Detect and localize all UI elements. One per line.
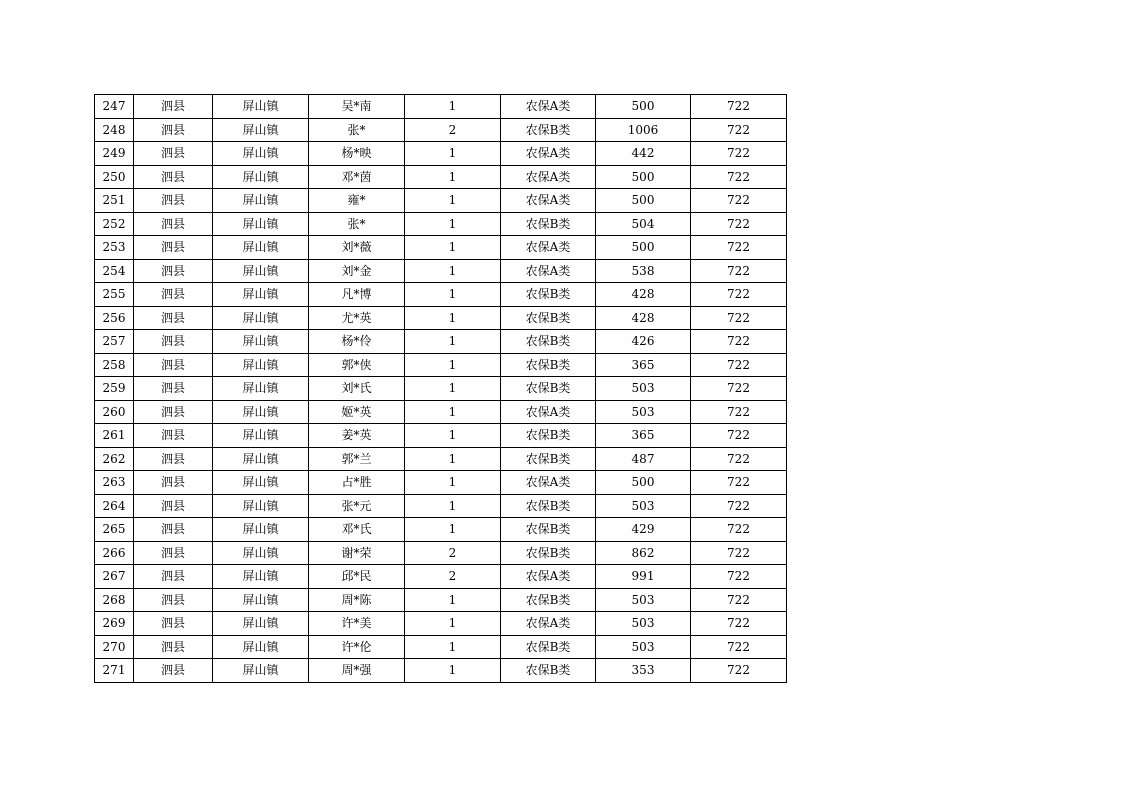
row-number-cell: 267 <box>95 565 134 589</box>
row-number-cell: 255 <box>95 283 134 307</box>
county-cell: 泗县 <box>134 635 213 659</box>
insurance-type-cell: 农保A类 <box>501 189 596 213</box>
name-cell: 谢*荣 <box>309 541 405 565</box>
row-number-cell: 268 <box>95 588 134 612</box>
household-size-cell: 1 <box>405 494 501 518</box>
name-cell: 郭*侠 <box>309 353 405 377</box>
town-cell: 屏山镇 <box>213 330 309 354</box>
amount-cell: 503 <box>596 635 691 659</box>
row-number-cell: 260 <box>95 400 134 424</box>
standard-cell: 722 <box>691 353 787 377</box>
insurance-type-cell: 农保A类 <box>501 400 596 424</box>
name-cell: 姬*英 <box>309 400 405 424</box>
county-cell: 泗县 <box>134 377 213 401</box>
standard-cell: 722 <box>691 212 787 236</box>
county-cell: 泗县 <box>134 588 213 612</box>
town-cell: 屏山镇 <box>213 659 309 683</box>
row-number-cell: 249 <box>95 142 134 166</box>
name-cell: 邓*茵 <box>309 165 405 189</box>
county-cell: 泗县 <box>134 189 213 213</box>
county-cell: 泗县 <box>134 471 213 495</box>
amount-cell: 538 <box>596 259 691 283</box>
amount-cell: 365 <box>596 424 691 448</box>
standard-cell: 722 <box>691 165 787 189</box>
county-cell: 泗县 <box>134 424 213 448</box>
town-cell: 屏山镇 <box>213 189 309 213</box>
insurance-type-cell: 农保A类 <box>501 95 596 119</box>
row-number-cell: 258 <box>95 353 134 377</box>
amount-cell: 503 <box>596 494 691 518</box>
county-cell: 泗县 <box>134 541 213 565</box>
insurance-type-cell: 农保B类 <box>501 518 596 542</box>
standard-cell: 722 <box>691 447 787 471</box>
table-row <box>95 189 787 213</box>
county-cell: 泗县 <box>134 494 213 518</box>
amount-cell: 429 <box>596 518 691 542</box>
town-cell: 屏山镇 <box>213 236 309 260</box>
county-cell: 泗县 <box>134 330 213 354</box>
insurance-type-cell: 农保B类 <box>501 659 596 683</box>
town-cell: 屏山镇 <box>213 541 309 565</box>
standard-cell: 722 <box>691 95 787 119</box>
county-cell: 泗县 <box>134 400 213 424</box>
household-size-cell: 1 <box>405 588 501 612</box>
table-row <box>95 353 787 377</box>
amount-cell: 503 <box>596 377 691 401</box>
county-cell: 泗县 <box>134 283 213 307</box>
household-size-cell: 2 <box>405 118 501 142</box>
amount-cell: 500 <box>596 189 691 213</box>
row-number-cell: 261 <box>95 424 134 448</box>
household-size-cell: 1 <box>405 400 501 424</box>
household-size-cell: 1 <box>405 212 501 236</box>
amount-cell: 442 <box>596 142 691 166</box>
table-row <box>95 306 787 330</box>
town-cell: 屏山镇 <box>213 565 309 589</box>
amount-cell: 1006 <box>596 118 691 142</box>
standard-cell: 722 <box>691 236 787 260</box>
name-cell: 尤*英 <box>309 306 405 330</box>
table-row <box>95 659 787 683</box>
county-cell: 泗县 <box>134 142 213 166</box>
insurance-type-cell: 农保A类 <box>501 236 596 260</box>
standard-cell: 722 <box>691 471 787 495</box>
name-cell: 刘*氏 <box>309 377 405 401</box>
standard-cell: 722 <box>691 612 787 636</box>
row-number-cell: 247 <box>95 95 134 119</box>
standard-cell: 722 <box>691 283 787 307</box>
amount-cell: 353 <box>596 659 691 683</box>
household-size-cell: 1 <box>405 635 501 659</box>
town-cell: 屏山镇 <box>213 612 309 636</box>
row-number-cell: 266 <box>95 541 134 565</box>
table-row <box>95 541 787 565</box>
household-size-cell: 1 <box>405 259 501 283</box>
town-cell: 屏山镇 <box>213 259 309 283</box>
town-cell: 屏山镇 <box>213 471 309 495</box>
household-size-cell: 2 <box>405 541 501 565</box>
table-row <box>95 424 787 448</box>
town-cell: 屏山镇 <box>213 306 309 330</box>
town-cell: 屏山镇 <box>213 494 309 518</box>
household-size-cell: 1 <box>405 165 501 189</box>
insurance-type-cell: 农保B类 <box>501 330 596 354</box>
standard-cell: 722 <box>691 330 787 354</box>
insurance-type-cell: 农保B类 <box>501 588 596 612</box>
household-size-cell: 1 <box>405 142 501 166</box>
name-cell: 杨*映 <box>309 142 405 166</box>
county-cell: 泗县 <box>134 612 213 636</box>
row-number-cell: 264 <box>95 494 134 518</box>
name-cell: 杨*伶 <box>309 330 405 354</box>
row-number-cell: 259 <box>95 377 134 401</box>
household-size-cell: 1 <box>405 518 501 542</box>
standard-cell: 722 <box>691 659 787 683</box>
amount-cell: 504 <box>596 212 691 236</box>
name-cell: 吴*南 <box>309 95 405 119</box>
standard-cell: 722 <box>691 377 787 401</box>
amount-cell: 428 <box>596 306 691 330</box>
table-row <box>95 518 787 542</box>
table-body <box>95 95 787 683</box>
town-cell: 屏山镇 <box>213 635 309 659</box>
insurance-type-cell: 农保A类 <box>501 612 596 636</box>
name-cell: 张*元 <box>309 494 405 518</box>
row-number-cell: 253 <box>95 236 134 260</box>
standard-cell: 722 <box>691 565 787 589</box>
name-cell: 凡*博 <box>309 283 405 307</box>
household-size-cell: 1 <box>405 283 501 307</box>
household-size-cell: 1 <box>405 330 501 354</box>
town-cell: 屏山镇 <box>213 283 309 307</box>
town-cell: 屏山镇 <box>213 377 309 401</box>
table-row <box>95 330 787 354</box>
town-cell: 屏山镇 <box>213 518 309 542</box>
table-row <box>95 283 787 307</box>
row-number-cell: 248 <box>95 118 134 142</box>
name-cell: 刘*金 <box>309 259 405 283</box>
county-cell: 泗县 <box>134 306 213 330</box>
table-row <box>95 377 787 401</box>
amount-cell: 991 <box>596 565 691 589</box>
name-cell: 张* <box>309 118 405 142</box>
amount-cell: 862 <box>596 541 691 565</box>
name-cell: 郭*兰 <box>309 447 405 471</box>
row-number-cell: 269 <box>95 612 134 636</box>
table-row <box>95 259 787 283</box>
insurance-type-cell: 农保B类 <box>501 635 596 659</box>
insurance-type-cell: 农保A类 <box>501 165 596 189</box>
insurance-type-cell: 农保B类 <box>501 212 596 236</box>
table-row <box>95 635 787 659</box>
table-row <box>95 494 787 518</box>
table-row <box>95 142 787 166</box>
town-cell: 屏山镇 <box>213 142 309 166</box>
name-cell: 许*伦 <box>309 635 405 659</box>
insurance-type-cell: 农保B类 <box>501 447 596 471</box>
table-row <box>95 447 787 471</box>
row-number-cell: 256 <box>95 306 134 330</box>
name-cell: 邱*民 <box>309 565 405 589</box>
county-cell: 泗县 <box>134 212 213 236</box>
data-table <box>94 94 787 683</box>
county-cell: 泗县 <box>134 565 213 589</box>
insurance-type-cell: 农保A类 <box>501 259 596 283</box>
household-size-cell: 1 <box>405 659 501 683</box>
insurance-type-cell: 农保B类 <box>501 118 596 142</box>
household-size-cell: 1 <box>405 424 501 448</box>
name-cell: 占*胜 <box>309 471 405 495</box>
table-row <box>95 471 787 495</box>
row-number-cell: 257 <box>95 330 134 354</box>
amount-cell: 500 <box>596 236 691 260</box>
household-size-cell: 1 <box>405 447 501 471</box>
amount-cell: 503 <box>596 400 691 424</box>
amount-cell: 487 <box>596 447 691 471</box>
table-row <box>95 565 787 589</box>
table-row <box>95 118 787 142</box>
standard-cell: 722 <box>691 541 787 565</box>
amount-cell: 428 <box>596 283 691 307</box>
county-cell: 泗县 <box>134 118 213 142</box>
county-cell: 泗县 <box>134 353 213 377</box>
name-cell: 周*陈 <box>309 588 405 612</box>
town-cell: 屏山镇 <box>213 353 309 377</box>
name-cell: 姜*英 <box>309 424 405 448</box>
insurance-type-cell: 农保B类 <box>501 494 596 518</box>
household-size-cell: 1 <box>405 471 501 495</box>
town-cell: 屏山镇 <box>213 118 309 142</box>
row-number-cell: 252 <box>95 212 134 236</box>
table-row <box>95 95 787 119</box>
county-cell: 泗县 <box>134 259 213 283</box>
amount-cell: 426 <box>596 330 691 354</box>
household-size-cell: 1 <box>405 95 501 119</box>
county-cell: 泗县 <box>134 165 213 189</box>
amount-cell: 365 <box>596 353 691 377</box>
county-cell: 泗县 <box>134 236 213 260</box>
household-size-cell: 1 <box>405 306 501 330</box>
insurance-type-cell: 农保B类 <box>501 424 596 448</box>
row-number-cell: 270 <box>95 635 134 659</box>
amount-cell: 503 <box>596 612 691 636</box>
table-row <box>95 236 787 260</box>
county-cell: 泗县 <box>134 518 213 542</box>
standard-cell: 722 <box>691 259 787 283</box>
household-size-cell: 1 <box>405 353 501 377</box>
table-row <box>95 212 787 236</box>
town-cell: 屏山镇 <box>213 588 309 612</box>
insurance-type-cell: 农保A类 <box>501 142 596 166</box>
standard-cell: 722 <box>691 588 787 612</box>
county-cell: 泗县 <box>134 447 213 471</box>
county-cell: 泗县 <box>134 659 213 683</box>
county-cell: 泗县 <box>134 95 213 119</box>
name-cell: 邓*氏 <box>309 518 405 542</box>
name-cell: 刘*薇 <box>309 236 405 260</box>
standard-cell: 722 <box>691 518 787 542</box>
amount-cell: 500 <box>596 165 691 189</box>
standard-cell: 722 <box>691 118 787 142</box>
insurance-type-cell: 农保B类 <box>501 283 596 307</box>
town-cell: 屏山镇 <box>213 165 309 189</box>
standard-cell: 722 <box>691 494 787 518</box>
amount-cell: 503 <box>596 588 691 612</box>
standard-cell: 722 <box>691 189 787 213</box>
row-number-cell: 265 <box>95 518 134 542</box>
standard-cell: 722 <box>691 400 787 424</box>
name-cell: 周*强 <box>309 659 405 683</box>
standard-cell: 722 <box>691 142 787 166</box>
town-cell: 屏山镇 <box>213 447 309 471</box>
amount-cell: 500 <box>596 95 691 119</box>
table-row <box>95 612 787 636</box>
insurance-type-cell: 农保B类 <box>501 353 596 377</box>
amount-cell: 500 <box>596 471 691 495</box>
household-size-cell: 1 <box>405 236 501 260</box>
town-cell: 屏山镇 <box>213 95 309 119</box>
table-row <box>95 400 787 424</box>
insurance-type-cell: 农保B类 <box>501 306 596 330</box>
table-row <box>95 588 787 612</box>
household-size-cell: 1 <box>405 377 501 401</box>
name-cell: 雍* <box>309 189 405 213</box>
table-row <box>95 165 787 189</box>
household-size-cell: 1 <box>405 612 501 636</box>
row-number-cell: 251 <box>95 189 134 213</box>
name-cell: 张* <box>309 212 405 236</box>
town-cell: 屏山镇 <box>213 424 309 448</box>
standard-cell: 722 <box>691 306 787 330</box>
standard-cell: 722 <box>691 635 787 659</box>
name-cell: 许*美 <box>309 612 405 636</box>
household-size-cell: 2 <box>405 565 501 589</box>
row-number-cell: 254 <box>95 259 134 283</box>
insurance-type-cell: 农保B类 <box>501 377 596 401</box>
town-cell: 屏山镇 <box>213 212 309 236</box>
household-size-cell: 1 <box>405 189 501 213</box>
row-number-cell: 262 <box>95 447 134 471</box>
insurance-type-cell: 农保A类 <box>501 565 596 589</box>
town-cell: 屏山镇 <box>213 400 309 424</box>
row-number-cell: 250 <box>95 165 134 189</box>
row-number-cell: 263 <box>95 471 134 495</box>
insurance-type-cell: 农保A类 <box>501 471 596 495</box>
row-number-cell: 271 <box>95 659 134 683</box>
standard-cell: 722 <box>691 424 787 448</box>
document-page <box>94 94 787 683</box>
insurance-type-cell: 农保B类 <box>501 541 596 565</box>
